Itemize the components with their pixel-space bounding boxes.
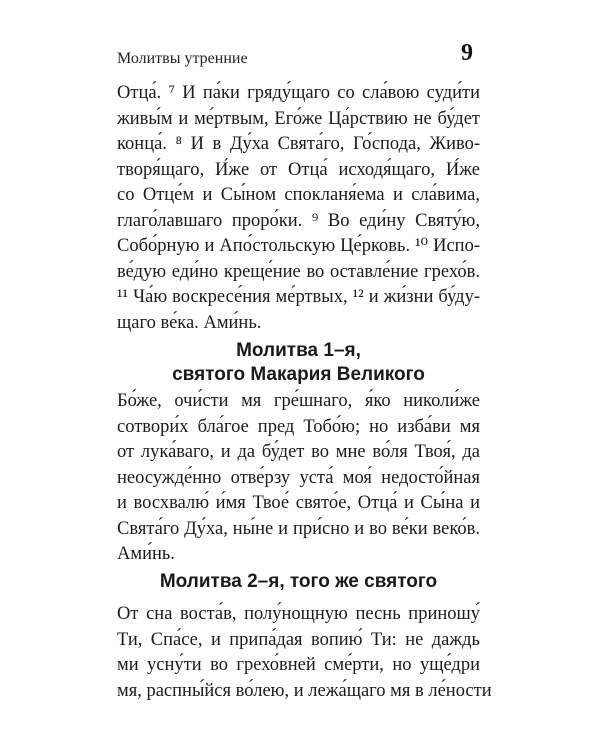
text-line: ве́дую еди́но креще́ние во оставле́ние грехо́в. xyxy=(117,261,480,282)
text-line: и восхвалю́ и́мя Твое́ свято́е, Отца́ и Сы́на и xyxy=(117,493,480,513)
text-line: Ами́нь. xyxy=(117,544,175,564)
prayer2-text xyxy=(117,602,492,704)
prayer1-title-line1: Молитва 1–я, xyxy=(236,340,361,361)
text-line: живы́м и ме́ртвым, Его́же Ца́рствию не бу́дет xyxy=(117,108,480,129)
creed-continuation xyxy=(117,81,480,336)
text-line: от лука́ваго, и да бу́дет во мне во́ля Твоя́, да xyxy=(117,442,480,462)
page-number: 9 xyxy=(461,40,473,66)
text-line: ми усну́ти во грехо́вней сме́рти, но уще́дри xyxy=(117,655,480,675)
text-line: Бо́же, очи́сти мя гре́шнаго, я́ко николи́же xyxy=(117,391,480,411)
text-line: От сна воста́в, полу́нощную песнь приношу́ xyxy=(117,604,480,624)
text-line: щаго ве́ка. Ами́нь. xyxy=(117,312,262,333)
text-line: неосужде́нно отве́рзу уста́ моя́ недосто́йная xyxy=(117,467,480,488)
text-line: со Отце́м и Сы́ном спокланя́ема и сла́вима, xyxy=(117,185,480,205)
text-line: Свята́го Ду́ха, ны́не и при́сно и во ве́ки веко́в. xyxy=(117,518,480,539)
prayer1-text xyxy=(117,389,480,568)
prayer1-title xyxy=(117,339,480,387)
running-title: Молитвы утренние xyxy=(117,50,248,67)
prayer2-title: Молитва 2–я, того же святого xyxy=(159,571,438,592)
text-line: Собо́рную и Апо́стольскую Це́рковь. ¹⁰ Испо- xyxy=(117,236,480,256)
text-line: конца́. ⁸ И в Ду́ха Свята́го, Го́спода, Живо- xyxy=(117,134,480,154)
text-line: мя, распны́йся во́лею, и лежа́щаго мя в ле́ности xyxy=(117,680,492,701)
text-line: глаго́лавшаго проро́ки. ⁹ Во еди́ну Святу́ю, xyxy=(117,210,480,231)
text-line: творя́щаго, И́же от Отца́ исходя́щаго, И́же xyxy=(117,159,480,180)
text-line: сотвори́х бла́гое пред Тобо́ю; но изба́ви мя xyxy=(117,416,480,437)
text-line: ¹¹ Ча́ю воскресе́ния ме́ртвых, ¹² и жи́зни бу́ду- xyxy=(117,287,480,307)
text-line: Ти, Спа́се, и припа́дая вопию́ Ти: не даждь xyxy=(117,629,480,650)
prayer1-title-line2: святого Макария Великого xyxy=(172,364,425,385)
text-line: Отца́. ⁷ И па́ки гряду́щаго со сла́вою суди́ти xyxy=(117,83,480,103)
